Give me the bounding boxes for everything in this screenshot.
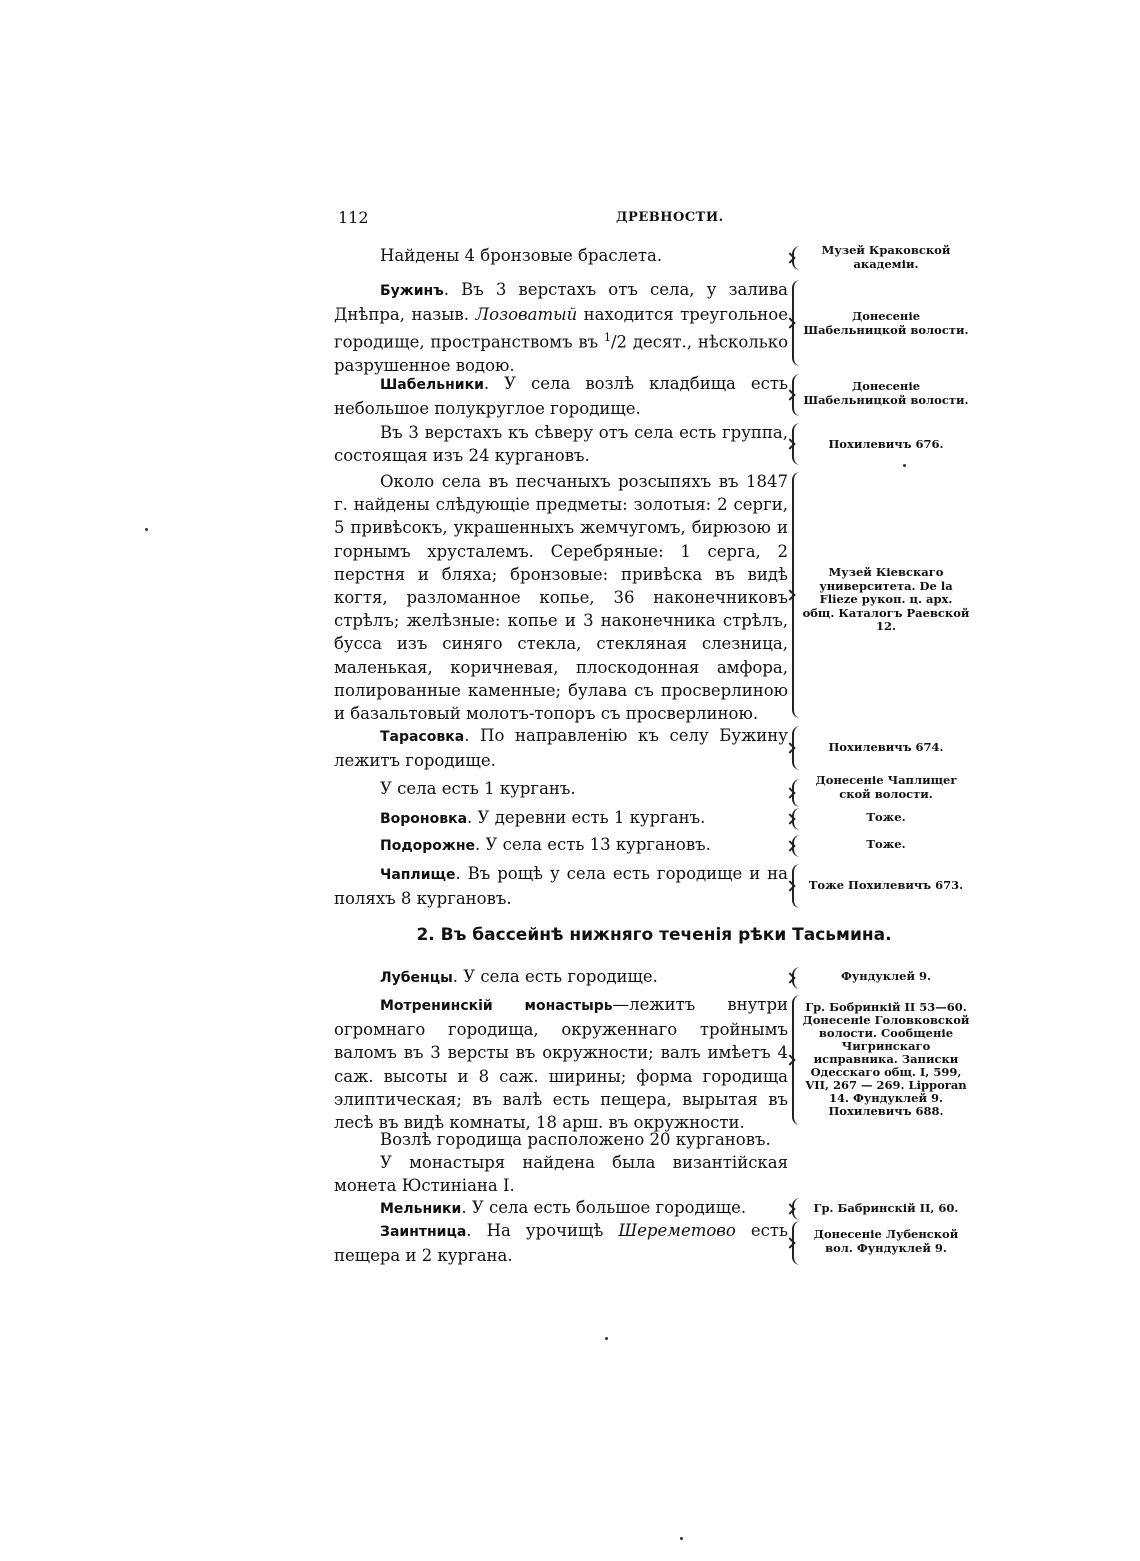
source-note: Донесеніе Чаплищеr ской волости. [815,773,957,801]
brace [792,808,802,830]
brace [792,864,802,908]
brace [792,423,802,465]
place-name: Чаплище [380,867,456,883]
source-note: Гр. Бобринкій II 53—60. Донесеніе Головковской волости. Сообщеніе Чигринскаго исправника. Записки Одесскаго общ. I, 599, VII, 267 — 269. Lipporan 14. Фундуклей 9. Похилевичъ 688. [802,1000,970,1118]
source-note: Похилевичъ 676. [828,437,944,451]
place-name: Мельники [380,1201,462,1217]
entry-text: Заинтница. На урочищѣ Шереметово есть пещера и 2 кургана. [334,1221,788,1266]
source-note: Фундуклей 9. [841,969,931,983]
brace [792,779,802,807]
entry-twenty-kurgans [334,1128,974,1152]
brace [792,280,802,366]
entry-text: Подорожне. У села есть 13 кургановъ. [380,835,711,854]
place-name: Тарасовка [380,729,465,745]
place-name: Заинтница [380,1224,467,1240]
entry-melniki [334,1196,974,1220]
place-name: Подорожне [380,838,475,854]
brace [792,995,802,1125]
place-name: Вороновка [380,811,468,827]
entry-text: Найдены 4 бронзовые браслета. [380,246,663,265]
source-note: Музей Краковской академіи. [821,243,951,271]
entry-motrenin-monastery [334,993,974,1133]
source-note: Донесеніе Шабельницкой волости. [803,309,969,337]
brace [792,967,802,989]
entry-text: Бужинъ. Въ 3 верстахъ отъ села, у залива Днѣпра, назыв. Лозоватый находится треугольное городище, пространствомъ въ $^1$/2 десят., нѣсколько разрушенное водою. [334,280,789,376]
entry-chaplishche [334,862,974,910]
entry-one-kurgan [334,773,974,805]
entry-text: Мотренинскій монастырь—лежитъ внутри огромнаго городища, окруженнаго тройнымъ валомъ въ 3 версты въ окружности; валъ имѣетъ 4 саж. высоты и 8 саж. ширины; форма городища элиптическая; въ валѣ есть пещера, вырытая въ лесѣ въ видѣ комнаты, 18 арш. въ окружности. [334,995,788,1133]
scan-speck [903,464,906,467]
entry-finds-1847 [334,470,974,722]
brace [792,472,802,718]
entry-text: Шабельники. У села возлѣ кладбища есть небольшое полукруглое городище. [334,374,788,419]
entry-text: Мельники. У села есть большое городище. [380,1198,747,1217]
scan-speck [145,528,148,531]
scan-speck [605,1337,608,1340]
brace [792,246,802,270]
place-name: Шабельники [380,377,484,393]
entry-text: Чаплище. Въ рощѣ у села есть городище и на поляхъ 8 кургановъ. [334,864,788,909]
brace [792,726,802,770]
place-name: Мотренинскій монастырь [380,998,613,1014]
entry-zainitnitsa [334,1219,974,1267]
entry-voronovka [334,806,974,830]
brace [792,835,802,857]
entry-text: Тарасовка. По направленію къ селу Бужину лежитъ городище. [334,726,788,771]
entry-text: У монастыря найдена была византійская монета Юстиніана I. [334,1153,788,1196]
entry-text: Вороновка. У деревни есть 1 курганъ. [380,808,706,827]
source-note: Музей Кіевскаго университета. De la Flieze рукоп. ц. арх. общ. Каталогъ Раевской 12. [802,565,970,633]
page-header [338,208,970,230]
entry-podorozhne [334,833,974,857]
entry-lubentsy [334,965,974,989]
entry-buzhin [334,278,974,376]
brace [792,1198,802,1220]
source-note: Тоже Похилевичъ 673. [808,878,964,892]
entry-text: Возлѣ городища расположено 20 кургановъ. [380,1130,771,1149]
entry-text: Около села въ песчаныхъ розсыпяхъ въ 1847 г. найдены слѣдующіе предметы: золотыя: 2 серги, 5 привѣсокъ, украшенныхъ жемчугомъ, бирюзою и горнымъ хрусталемъ. Серебряные: 1 серга, 2 перстня и бляха; бронзовые: привѣска въ видѣ когтя, разломанное копье, 36 наконечниковъ стрѣлъ; желѣзные: копье и 3 наконечника стрѣлъ, бусса изъ синяго стекла, стекляная слезница, маленькая, коричневая, плоскодонная амфора, полированные каменные; булава съ просверлиною и базальтовый молотъ-топоръ съ просверлиною. [334,472,788,724]
source-note: Похилевичъ 674. [828,740,944,754]
entry-text: Лубенцы. У села есть городище. [380,967,658,986]
source-note: Гр. Бабринскій II, 60. [813,1201,959,1215]
source-note: Донесеніе Лубенской вол. Фундуклей 9. [813,1227,959,1255]
scan-speck [680,1537,683,1540]
source-note: Тоже. [866,837,906,851]
section-title: 2. Въ бассейнѣ нижняго теченія рѣки Тасьмина. [416,925,892,945]
brace [792,374,802,416]
place-name: Бужинъ [380,283,444,299]
running-title: ДРЕВНОСТИ. [616,210,724,225]
place-name: Лубенцы [380,970,453,986]
entry-bracelets [334,244,974,270]
entry-text: У села есть 1 курганъ. [380,779,576,798]
source-note: Тоже. [866,810,906,824]
entry-text: Въ 3 верстахъ къ сѣверу отъ села есть группа, состоящая изъ 24 кургановъ. [334,423,788,466]
entry-shabelniki [334,372,974,418]
entry-kurgan-group [334,421,974,467]
source-note: Донесеніе Шабельницкой волости. [803,379,969,407]
entry-byzantine-coin [334,1151,974,1199]
brace [792,1221,802,1265]
page-number: 112 [338,208,369,227]
entry-tarasovka [334,724,974,770]
